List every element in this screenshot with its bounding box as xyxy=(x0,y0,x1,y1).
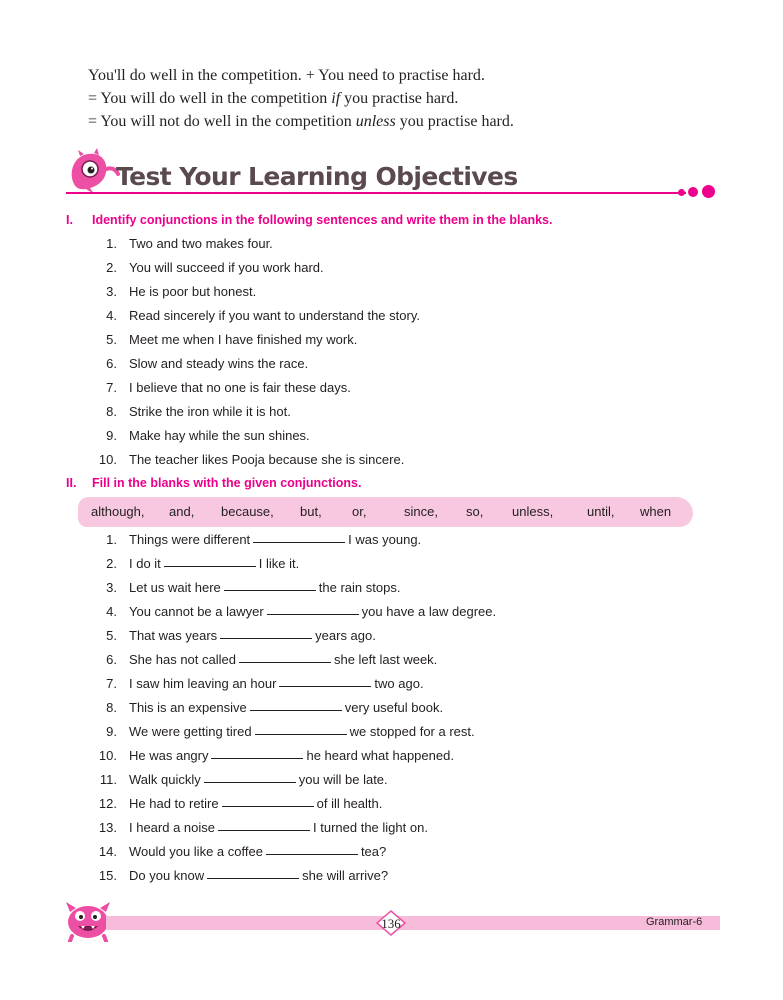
item-text: Strike the iron while it is hot. xyxy=(129,404,291,419)
list-item xyxy=(88,600,496,624)
intro-line-2-start: = You will do well in the competition xyxy=(88,90,332,107)
item-text: He is poor but honest. xyxy=(129,284,257,299)
item-number: 10. xyxy=(98,748,117,763)
answer-blank[interactable] xyxy=(253,528,345,543)
list-item xyxy=(88,448,420,472)
item-number: 3. xyxy=(106,580,117,595)
word-bank-item: or, xyxy=(352,504,367,519)
word-bank-item: so, xyxy=(466,504,484,519)
answer-blank[interactable] xyxy=(224,576,316,591)
item-text-after: you have a law degree. xyxy=(361,604,497,619)
word-bank-item: since, xyxy=(404,504,438,519)
item-number: 8. xyxy=(106,700,117,715)
item-text-before: Would you like a coffee xyxy=(129,844,263,859)
list-item xyxy=(88,696,496,720)
list-item xyxy=(88,376,420,400)
item-text-before: Do you know xyxy=(129,868,205,883)
item-number: 9. xyxy=(106,428,117,443)
item-text-before: We were getting tired xyxy=(129,724,252,739)
list-item xyxy=(88,768,496,792)
answer-blank[interactable] xyxy=(164,552,256,567)
section-1-label: I. xyxy=(66,213,73,227)
item-text-after: tea? xyxy=(360,844,387,859)
item-text-before: He had to retire xyxy=(129,796,219,811)
item-text-after: he heard what happened. xyxy=(306,748,454,763)
item-text-before: That was years xyxy=(129,628,218,643)
item-text-before: This is an expensive xyxy=(129,700,247,715)
item-number: 2. xyxy=(106,556,117,571)
item-text-after: I like it. xyxy=(258,556,300,571)
item-text-after: two ago. xyxy=(374,676,424,691)
item-text: You will succeed if you work hard. xyxy=(129,260,324,275)
list-item xyxy=(88,400,420,424)
item-number: 1. xyxy=(106,236,117,251)
item-text-before: I do it xyxy=(129,556,161,571)
item-number: 5. xyxy=(106,628,117,643)
list-item xyxy=(88,328,420,352)
item-text-before: I saw him leaving an hour xyxy=(129,676,277,691)
list-item xyxy=(88,864,496,888)
answer-blank[interactable] xyxy=(211,744,303,759)
section-2-list xyxy=(88,528,496,888)
section-2-title: Fill in the blanks with the given conjunctions. xyxy=(92,476,362,490)
heading-dot-medium xyxy=(688,187,698,197)
item-number: 8. xyxy=(106,404,117,419)
list-item xyxy=(88,720,496,744)
answer-blank[interactable] xyxy=(222,792,314,807)
answer-blank[interactable] xyxy=(204,768,296,783)
word-bank-item: and, xyxy=(169,504,195,519)
intro-line-2-end: you practise hard. xyxy=(340,90,459,107)
intro-line-3-start: = You will not do well in the competition xyxy=(88,113,356,130)
list-item xyxy=(88,672,496,696)
item-text-after: years ago. xyxy=(315,628,376,643)
answer-blank[interactable] xyxy=(266,840,358,855)
item-text-before: Things were different xyxy=(129,532,251,547)
intro-line-2-emphasis: if xyxy=(331,90,341,107)
item-text-before: She has not called xyxy=(129,652,236,667)
monster-mascot-icon xyxy=(64,148,120,196)
list-item xyxy=(88,840,496,864)
item-text-after: she will arrive? xyxy=(302,868,389,883)
list-item xyxy=(88,624,496,648)
item-number: 7. xyxy=(106,380,117,395)
item-text-after: very useful book. xyxy=(344,700,444,715)
item-number: 6. xyxy=(106,356,117,371)
list-item xyxy=(88,304,420,328)
item-text: The teacher likes Pooja because she is sincere. xyxy=(129,452,405,467)
item-text: Two and two makes four. xyxy=(129,236,273,251)
page-number: 136 xyxy=(381,916,401,931)
intro-line-3-end: you practise hard. xyxy=(395,113,514,130)
list-item xyxy=(88,256,420,280)
word-bank-item: when xyxy=(640,504,672,519)
item-number: 13. xyxy=(98,820,117,835)
item-text: I believe that no one is fair these days. xyxy=(129,380,351,395)
answer-blank[interactable] xyxy=(220,624,312,639)
item-number: 1. xyxy=(106,532,117,547)
item-number: 10. xyxy=(98,452,117,467)
item-number: 5. xyxy=(106,332,117,347)
intro-text xyxy=(88,64,514,133)
section-heading xyxy=(64,148,724,204)
answer-blank[interactable] xyxy=(279,672,371,687)
intro-line-2 xyxy=(88,87,514,110)
word-bank-item: but, xyxy=(300,504,322,519)
answer-blank[interactable] xyxy=(255,720,347,735)
word-bank-item: until, xyxy=(587,504,615,519)
item-number: 3. xyxy=(106,284,117,299)
list-item xyxy=(88,792,496,816)
list-item xyxy=(88,648,496,672)
intro-line-3-emphasis: unless xyxy=(355,113,396,130)
item-number: 7. xyxy=(106,676,117,691)
list-item xyxy=(88,232,420,256)
item-number: 2. xyxy=(106,260,117,275)
intro-line-3 xyxy=(88,110,514,133)
list-item xyxy=(88,424,420,448)
item-text: Read sincerely if you want to understand the story. xyxy=(129,308,420,323)
item-text-after: you will be late. xyxy=(298,772,388,787)
item-text-after: of ill health. xyxy=(316,796,383,811)
section-1-title: Identify conjunctions in the following sentences and write them in the blanks. xyxy=(92,213,553,227)
item-text-after: the rain stops. xyxy=(318,580,401,595)
section-2-label: II. xyxy=(66,476,77,490)
item-text-before: He was angry xyxy=(129,748,209,763)
answer-blank[interactable] xyxy=(239,648,331,663)
list-item xyxy=(88,576,496,600)
item-text-after: I turned the light on. xyxy=(313,820,428,835)
heading-dot-small xyxy=(678,189,685,196)
word-bank-item: although, xyxy=(91,504,145,519)
item-number: 6. xyxy=(106,652,117,667)
item-number: 4. xyxy=(106,604,117,619)
conjunction-word-bank xyxy=(78,497,693,527)
list-item xyxy=(88,552,496,576)
item-text: Slow and steady wins the race. xyxy=(129,356,309,371)
item-text-after: I was young. xyxy=(348,532,422,547)
item-number: 14. xyxy=(98,844,117,859)
footer-bar xyxy=(106,916,720,930)
answer-blank[interactable] xyxy=(250,696,342,711)
section-1-list xyxy=(88,232,420,472)
word-bank-item: because, xyxy=(221,504,274,519)
item-text-before: Walk quickly xyxy=(129,772,201,787)
item-text-after: we stopped for a rest. xyxy=(349,724,475,739)
item-number: 4. xyxy=(106,308,117,323)
intro-line-1: You'll do well in the competition. + You need to practise hard. xyxy=(88,67,485,84)
heading-dot-large xyxy=(702,185,715,198)
word-bank-item: unless, xyxy=(512,504,554,519)
item-number: 15. xyxy=(98,868,117,883)
item-number: 11. xyxy=(99,772,117,787)
answer-blank[interactable] xyxy=(267,600,359,615)
book-title: Grammar-6 xyxy=(646,916,703,928)
list-item xyxy=(88,744,496,768)
answer-blank[interactable] xyxy=(218,816,310,831)
list-item xyxy=(88,352,420,376)
item-text: Meet me when I have finished my work. xyxy=(129,332,358,347)
list-item xyxy=(88,816,496,840)
heading-title: Test Your Learning Objectives xyxy=(116,162,518,191)
item-text-before: You cannot be a lawyer xyxy=(129,604,264,619)
list-item xyxy=(88,528,496,552)
list-item xyxy=(88,280,420,304)
item-number: 9. xyxy=(106,724,117,739)
item-text-before: Let us wait here xyxy=(129,580,221,595)
item-text: Make hay while the sun shines. xyxy=(129,428,310,443)
heading-underline xyxy=(66,192,686,194)
item-text-after: she left last week. xyxy=(333,652,438,667)
item-text-before: I heard a noise xyxy=(129,820,216,835)
item-number: 12. xyxy=(98,796,117,811)
answer-blank[interactable] xyxy=(207,864,299,879)
